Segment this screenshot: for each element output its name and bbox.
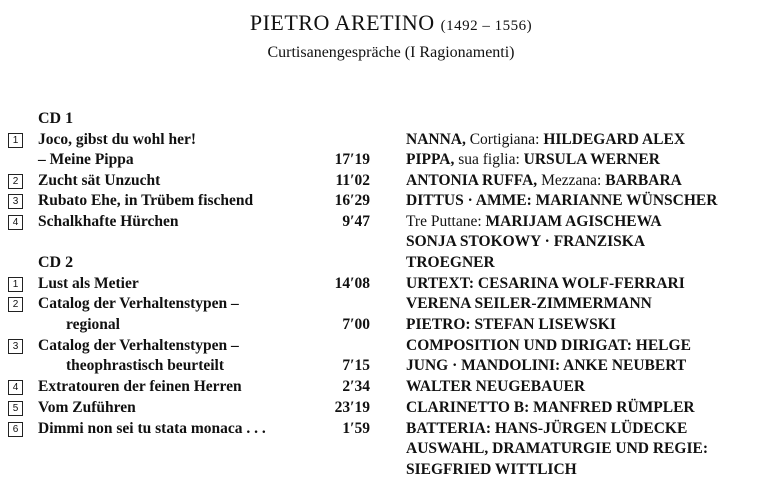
track-title: Vom Zuführen [38, 399, 136, 416]
track-row [0, 212, 782, 232]
page-title [0, 10, 782, 36]
track-title: Joco, gibst du wohl her! [38, 131, 197, 148]
track-title: Zucht sät Unzucht [38, 172, 161, 189]
track-row-continued [0, 150, 782, 170]
track-number-box: 3 [8, 194, 23, 209]
credit-line: SONJA STOKOWY · FRANZISKA [406, 233, 646, 250]
credit-person: BARBARA [605, 172, 682, 189]
credit-line: AUSWAHL, DRAMATURGIE UND REGIE: [406, 440, 708, 457]
track-number-box: 3 [8, 339, 23, 354]
track-duration: 16′29 [334, 192, 370, 209]
track-row [0, 294, 782, 314]
track-duration: 1′59 [342, 420, 370, 437]
track-number-box: 4 [8, 380, 23, 395]
track-title: Lust als Metier [38, 275, 139, 292]
credit-role-desc: Cortigiana: [469, 131, 544, 148]
credit-line: PIETRO: STEFAN LISEWSKI [406, 316, 616, 333]
track-duration: 2′34 [342, 378, 370, 395]
track-row-continued [0, 315, 782, 335]
track-number-box: 1 [8, 133, 23, 148]
credit-line: BATTERIA: HANS-JÜRGEN LÜDECKE [406, 420, 688, 437]
credit-person: MARIJAM AGISCHEWA [485, 213, 662, 230]
track-number-box: 4 [8, 215, 23, 230]
credit-line: SIEGFRIED WITTLICH [406, 461, 577, 478]
track-duration: 9′47 [342, 213, 370, 230]
track-title: Rubato Ehe, in Trübem fischend [38, 192, 254, 209]
credit-line [406, 150, 660, 170]
track-title-line2: – Meine Pippa [38, 151, 134, 168]
credit-line: URTEXT: CESARINA WOLF-FERRARI [406, 275, 685, 292]
track-duration: 14′08 [334, 275, 370, 292]
track-number-box: 6 [8, 422, 23, 437]
track-number-box: 2 [8, 174, 23, 189]
track-duration: 7′00 [342, 316, 370, 333]
credit-line [406, 130, 685, 150]
credit-line: DITTUS · AMME: MARIANNE WÜNSCHER [406, 192, 718, 209]
credit-role-desc: Mezzana: [541, 172, 606, 189]
page-subtitle: Curtisanengespräche (I Ragionamenti) [267, 44, 515, 61]
track-title-line2: theophrastisch beurteilt [66, 357, 225, 374]
credit-role: ANTONIA RUFFA, [406, 172, 542, 189]
track-title-line2: regional [66, 316, 120, 333]
credit-role: NANNA, [406, 131, 470, 148]
credit-line: VERENA SEILER-ZIMMERMANN [406, 295, 652, 312]
credit-role-desc: sua figlia: [458, 151, 524, 168]
credit-line: CLARINETTO B: MANFRED RÜMPLER [406, 399, 695, 416]
credit-line [406, 212, 662, 232]
track-title: Catalog der Verhaltenstypen – [38, 337, 239, 354]
track-number-box: 5 [8, 401, 23, 416]
credit-line: JUNG · MANDOLINI: ANKE NEUBERT [406, 357, 687, 374]
credit-line: TROEGNER [406, 254, 495, 271]
cd2-heading: CD 2 [38, 254, 74, 271]
credit-line: COMPOSITION UND DIRIGAT: HELGE [406, 337, 691, 354]
track-duration: 7′15 [342, 357, 370, 374]
track-duration: 23′19 [334, 399, 370, 416]
composer-dates: (1492 – 1556) [440, 18, 533, 34]
credit-person: HILDEGARD ALEX [543, 131, 686, 148]
track-title: Schalkhafte Hürchen [38, 213, 179, 230]
track-number-box: 1 [8, 277, 23, 292]
track-title: Catalog der Verhaltenstypen – [38, 295, 239, 312]
track-title: Extratouren der feinen Herren [38, 378, 242, 395]
track-duration: 11′02 [335, 172, 370, 189]
cd1-heading: CD 1 [38, 110, 74, 127]
credit-role-desc: Tre Puttane: [406, 213, 486, 230]
credit-role: PIPPA, [406, 151, 459, 168]
track-row [0, 377, 782, 397]
track-duration: 17′19 [334, 151, 370, 168]
credit-line: WALTER NEUGEBAUER [406, 378, 586, 395]
credit-line [406, 171, 682, 191]
credit-person: URSULA WERNER [523, 151, 660, 168]
composer-name: PIETRO ARETINO [249, 10, 435, 35]
track-number-box: 2 [8, 297, 23, 312]
track-title: Dimmi non sei tu stata monaca . . . [38, 420, 266, 437]
